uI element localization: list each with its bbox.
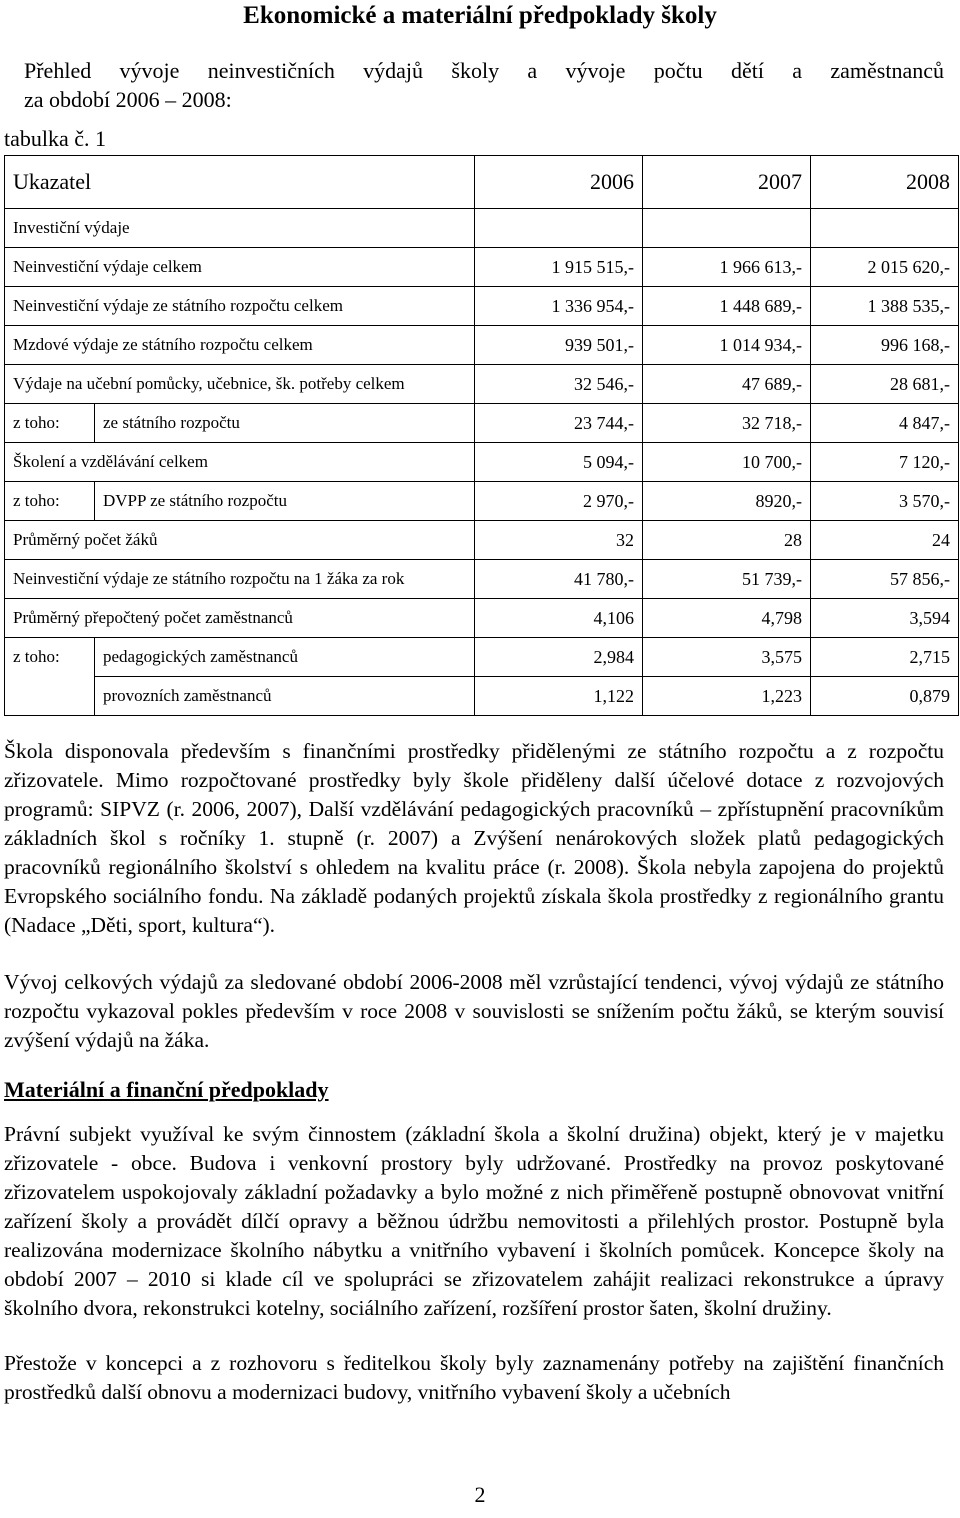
row-prefix: z toho: bbox=[5, 638, 95, 677]
row-label: provozních zaměstnanců bbox=[95, 677, 475, 716]
cell-2007: 3,575 bbox=[643, 638, 811, 677]
row-prefix: z toho: bbox=[5, 404, 95, 443]
header-2008: 2008 bbox=[811, 156, 959, 209]
cell-2008: 57 856,- bbox=[811, 560, 959, 599]
cell-2007: 47 689,- bbox=[643, 365, 811, 404]
cell-2006: 32 bbox=[475, 521, 643, 560]
paragraph-financing: Škola disponovala především s finančními prostředky přidělenými ze státního rozpočtu a z rozpočtu zřizovatele. Mimo rozpočtované prostředky byly škole přiděleny další účelové dotace z rozvojových programů: SIPVZ (r. 2006, 2007), Další vzdělávání pedagogických pracovníků – zpřístupnění pracovníkům základních škol s ročníky 1. stupně (r. 2007) a Zvýšení nenárokových složek platů pedagogických pracovníků regionálního školství s ohledem na kvalitu práce (r. 2008). Škola nebyla zapojena do projektů Evropského sociálního fondu. Na základě podaných projektů získala škola prostředky z regionálního grantu (Nadace „Děti, sport, kultura“). bbox=[4, 739, 944, 937]
cell-2006: 32 546,- bbox=[475, 365, 643, 404]
section-heading: Materiální a finanční předpoklady bbox=[4, 1077, 329, 1102]
row-label: Školení a vzdělávání celkem bbox=[5, 443, 475, 482]
row-label: Výdaje na učební pomůcky, učebnice, šk. potřeby celkem bbox=[5, 365, 475, 404]
cell-2008: 3,594 bbox=[811, 599, 959, 638]
cell-2007: 10 700,- bbox=[643, 443, 811, 482]
table-label: tabulka č. 1 bbox=[4, 126, 107, 151]
cell-2006: 23 744,- bbox=[475, 404, 643, 443]
row-label: Neinvestiční výdaje ze státního rozpočtu celkem bbox=[5, 287, 475, 326]
cell-2007: 1,223 bbox=[643, 677, 811, 716]
table-row bbox=[5, 521, 959, 560]
expenses-table bbox=[4, 155, 959, 716]
paragraph-concept: Přestože v koncepci a z rozhovoru s ředitelkou školy byly zaznamenány potřeby na zajištění finančních prostředků další obnovu a modernizaci budovy, vnitřního vybavení školy a učebních bbox=[4, 1351, 944, 1404]
table-row bbox=[5, 287, 959, 326]
table-row bbox=[5, 677, 959, 716]
row-label: DVPP ze státního rozpočtu bbox=[95, 482, 475, 521]
cell-2006: 2 970,- bbox=[475, 482, 643, 521]
cell-2007: 1 448 689,- bbox=[643, 287, 811, 326]
header-2006: 2006 bbox=[475, 156, 643, 209]
cell-2007: 8920,- bbox=[643, 482, 811, 521]
row-label: Investiční výdaje bbox=[5, 209, 475, 248]
cell-2007: 51 739,- bbox=[643, 560, 811, 599]
paragraph-material: Právní subjekt využíval ke svým činnostem (základní škola a školní družina) objekt, který je v majetku zřizovatele - obce. Budova i venkovní prostory byly udržované. Prostředky na provoz poskytované zřizovatelem uspokojovaly základní požadavky a bylo možné z nich přiměřeně postupně obnovovat vnitřní zařízení školy a provádět dílčí opravy a běžnou údržbu nemovitosti a přilehlých prostor. Postupně byla realizována modernizace školního nábytku a vnitřního vybavení i školních pomůcek. Koncepce školy na období 2007 – 2010 si klade cíl ve spolupráci se zřizovatelem zahájit realizaci rekonstrukce a úpravy školního dvora, rekonstrukci kotelny, sociálního zařízení, rozšíření prostor šaten, školní družiny. bbox=[4, 1122, 944, 1320]
cell-2006: 1,122 bbox=[475, 677, 643, 716]
page-number: 2 bbox=[474, 1482, 486, 1507]
cell-2008: 4 847,- bbox=[811, 404, 959, 443]
cell-2006: 5 094,- bbox=[475, 443, 643, 482]
table-row bbox=[5, 404, 959, 443]
table-row bbox=[5, 560, 959, 599]
intro-text bbox=[24, 56, 944, 114]
table-row bbox=[5, 326, 959, 365]
cell-2008: 2,715 bbox=[811, 638, 959, 677]
table-row bbox=[5, 365, 959, 404]
row-prefix: z toho: bbox=[5, 482, 95, 521]
row-label: ze státního rozpočtu bbox=[95, 404, 475, 443]
cell-2007: 1 014 934,- bbox=[643, 326, 811, 365]
cell-2006: 2,984 bbox=[475, 638, 643, 677]
cell-2006: 41 780,- bbox=[475, 560, 643, 599]
row-prefix bbox=[5, 677, 95, 716]
table-row bbox=[5, 482, 959, 521]
table-row bbox=[5, 209, 959, 248]
row-label: Mzdové výdaje ze státního rozpočtu celkem bbox=[5, 326, 475, 365]
cell-2008: 996 168,- bbox=[811, 326, 959, 365]
cell-2008: 0,879 bbox=[811, 677, 959, 716]
cell-2006: 939 501,- bbox=[475, 326, 643, 365]
cell-2008: 3 570,- bbox=[811, 482, 959, 521]
row-label: Průměrný počet žáků bbox=[5, 521, 475, 560]
intro-line-2: za období 2006 – 2008: bbox=[24, 87, 232, 112]
cell-2007 bbox=[643, 209, 811, 248]
header-2007: 2007 bbox=[643, 156, 811, 209]
table-row bbox=[5, 248, 959, 287]
table-header-row bbox=[5, 156, 959, 209]
header-ukazatel: Ukazatel bbox=[5, 156, 475, 209]
table-row bbox=[5, 599, 959, 638]
table-row bbox=[5, 443, 959, 482]
row-label: Průměrný přepočtený počet zaměstnanců bbox=[5, 599, 475, 638]
row-label: Neinvestiční výdaje celkem bbox=[5, 248, 475, 287]
cell-2007: 32 718,- bbox=[643, 404, 811, 443]
row-label: pedagogických zaměstnanců bbox=[95, 638, 475, 677]
intro-line-1: Přehled vývoje neinvestičních výdajů školy a vývoje počtu dětí a zaměstnanců bbox=[24, 58, 944, 83]
cell-2008: 7 120,- bbox=[811, 443, 959, 482]
cell-2008: 1 388 535,- bbox=[811, 287, 959, 326]
cell-2006 bbox=[475, 209, 643, 248]
cell-2006: 1 915 515,- bbox=[475, 248, 643, 287]
cell-2008: 24 bbox=[811, 521, 959, 560]
cell-2007: 28 bbox=[643, 521, 811, 560]
table-row bbox=[5, 638, 959, 677]
cell-2008: 28 681,- bbox=[811, 365, 959, 404]
row-label: Neinvestiční výdaje ze státního rozpočtu na 1 žáka za rok bbox=[5, 560, 475, 599]
cell-2006: 1 336 954,- bbox=[475, 287, 643, 326]
cell-2006: 4,106 bbox=[475, 599, 643, 638]
cell-2007: 4,798 bbox=[643, 599, 811, 638]
cell-2008 bbox=[811, 209, 959, 248]
cell-2007: 1 966 613,- bbox=[643, 248, 811, 287]
paragraph-trend: Vývoj celkových výdajů za sledované období 2006-2008 měl vzrůstající tendenci, vývoj výdajů ze státního rozpočtu vykazoval pokles především v roce 2008 v souvislosti se snížením počtu žáků, se kterým souvisí zvýšení výdajů na žáka. bbox=[4, 970, 944, 1052]
page-title: Ekonomické a materiální předpoklady školy bbox=[243, 2, 717, 29]
cell-2008: 2 015 620,- bbox=[811, 248, 959, 287]
